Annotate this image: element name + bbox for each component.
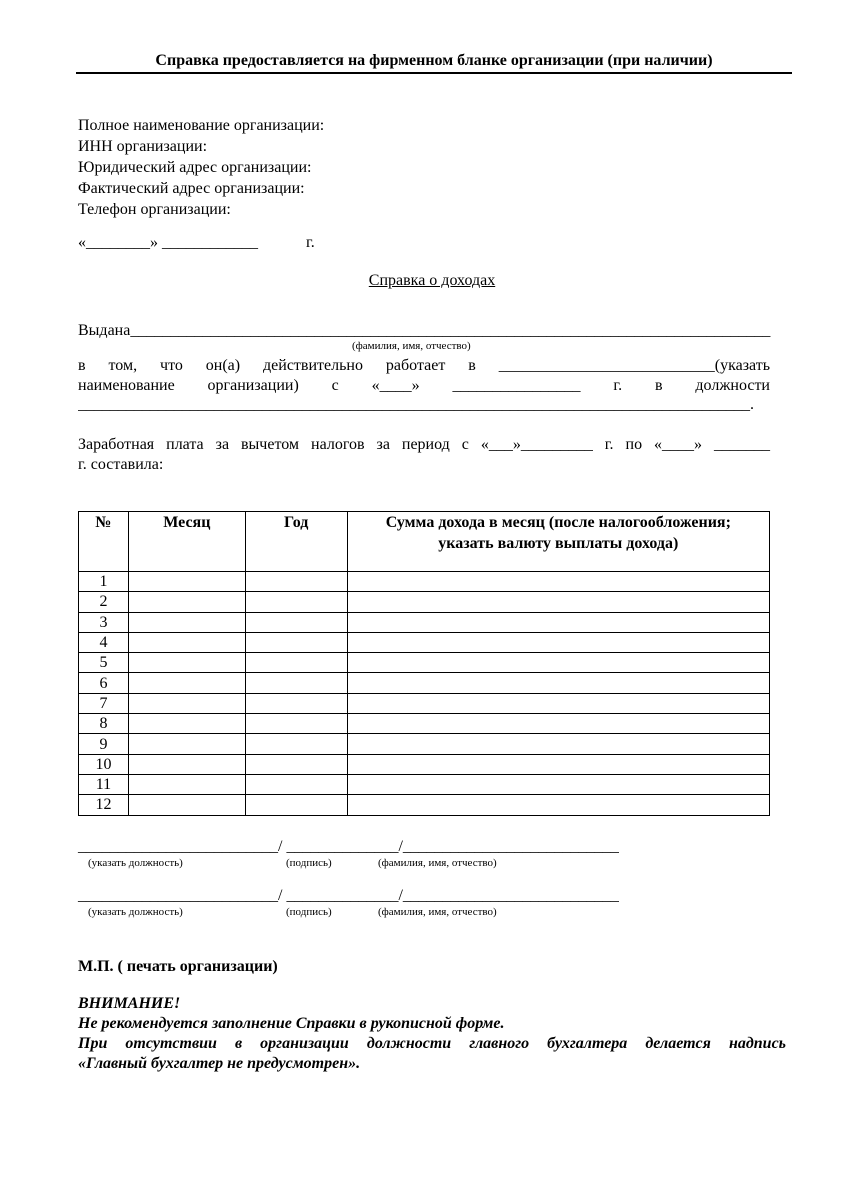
month-cell	[128, 795, 245, 815]
year-cell	[245, 572, 347, 592]
col-header-year: Год	[245, 512, 347, 572]
organization-details	[78, 115, 324, 220]
amount-cell	[347, 754, 769, 774]
income-table	[78, 511, 770, 816]
table-row	[79, 632, 770, 652]
amount-cell	[347, 632, 769, 652]
letterhead-note: Справка предоставляется на фирменном бланке организации (при наличии)	[155, 52, 713, 69]
salary-period-line-2: г. составила:	[78, 456, 164, 473]
signature-line-1: _________________________/ ______________/___________________________	[78, 838, 619, 855]
row-number: 12	[79, 795, 129, 815]
table-row	[79, 592, 770, 612]
table-row	[79, 754, 770, 774]
col-header-num: №	[79, 512, 129, 572]
org-actual-address-label: Фактический адрес организации:	[78, 180, 305, 197]
month-cell	[128, 693, 245, 713]
table-row	[79, 612, 770, 632]
year-cell	[245, 774, 347, 794]
row-number: 1	[79, 572, 129, 592]
year-cell	[245, 693, 347, 713]
employment-line-1: в том, что он(а) действительно работает в ___________________________(указать	[78, 357, 770, 374]
month-cell	[128, 774, 245, 794]
table-row	[79, 653, 770, 673]
amount-cell	[347, 673, 769, 693]
month-cell	[128, 714, 245, 734]
amount-cell	[347, 714, 769, 734]
attention-note	[78, 994, 786, 1074]
employment-line-2: наименование организации) с «____» ________________ г. в должности	[78, 377, 770, 394]
amount-cell	[347, 774, 769, 794]
row-number: 5	[79, 653, 129, 673]
month-cell	[128, 572, 245, 592]
signature-1-position-hint: (указать должность)	[88, 857, 183, 869]
row-number: 9	[79, 734, 129, 754]
header-divider	[76, 72, 792, 74]
table-row	[79, 774, 770, 794]
org-inn-label: ИНН организации:	[78, 138, 208, 155]
month-cell	[128, 632, 245, 652]
amount-cell	[347, 572, 769, 592]
month-cell	[128, 754, 245, 774]
signature-2-fio-hint: (фамилия, имя, отчество)	[378, 906, 497, 918]
signature-2-position-hint: (указать должность)	[88, 906, 183, 918]
table-row	[79, 673, 770, 693]
org-phone-label: Телефон организации:	[78, 201, 231, 218]
org-full-name-label: Полное наименование организации:	[78, 117, 325, 134]
month-cell	[128, 673, 245, 693]
issued-to-field: Выдана________________________________________________________________________________	[78, 322, 771, 339]
issue-date-field: «________» ____________ г.	[78, 234, 315, 251]
signature-1-sign-hint: (подпись)	[286, 857, 332, 869]
year-cell	[245, 653, 347, 673]
table-row	[79, 572, 770, 592]
row-number: 11	[79, 774, 129, 794]
row-number: 6	[79, 673, 129, 693]
year-cell	[245, 734, 347, 754]
month-cell	[128, 734, 245, 754]
year-cell	[245, 673, 347, 693]
amount-cell	[347, 734, 769, 754]
row-number: 4	[79, 632, 129, 652]
table-row	[79, 693, 770, 713]
row-number: 10	[79, 754, 129, 774]
salary-period-line-1: Заработная плата за вычетом налогов за период с «___»_________ г. по «____» _______	[78, 436, 770, 453]
signature-1-fio-hint: (фамилия, имя, отчество)	[378, 857, 497, 869]
month-cell	[128, 592, 245, 612]
employment-position-line: ____________________________________________________________________________________.	[78, 396, 754, 413]
year-cell	[245, 592, 347, 612]
col-header-month: Месяц	[128, 512, 245, 572]
row-number: 2	[79, 592, 129, 612]
col-header-amount: Сумма дохода в месяц (после налогообложения; указать валюту выплаты дохода)	[347, 512, 769, 572]
table-row	[79, 734, 770, 754]
amount-cell	[347, 592, 769, 612]
amount-cell	[347, 693, 769, 713]
amount-cell	[347, 653, 769, 673]
year-cell	[245, 795, 347, 815]
table-row	[79, 795, 770, 815]
year-cell	[245, 714, 347, 734]
year-cell	[245, 754, 347, 774]
month-cell	[128, 653, 245, 673]
year-cell	[245, 612, 347, 632]
income-table-header	[79, 512, 770, 572]
month-cell	[128, 612, 245, 632]
signature-line-2: _________________________/ ______________/___________________________	[78, 887, 619, 904]
signature-2-sign-hint: (подпись)	[286, 906, 332, 918]
row-number: 7	[79, 693, 129, 713]
attention-title: ВНИМАНИЕ!	[78, 995, 181, 1012]
attention-line-3: «Главный бухгалтер не предусмотрен».	[78, 1055, 361, 1072]
document-title: Справка о доходах	[368, 272, 496, 289]
issued-to-hint: (фамилия, имя, отчество)	[352, 340, 471, 352]
row-number: 8	[79, 714, 129, 734]
org-legal-address-label: Юридический адрес организации:	[78, 159, 312, 176]
table-row	[79, 714, 770, 734]
stamp-place: М.П. ( печать организации)	[78, 958, 278, 975]
amount-cell	[347, 795, 769, 815]
salary-period	[78, 435, 770, 475]
year-cell	[245, 632, 347, 652]
row-number: 3	[79, 612, 129, 632]
attention-line-2: При отсутствии в организации должности главного бухгалтера делается надпись	[78, 1035, 786, 1052]
attention-line-1: Не рекомендуется заполнение Справки в рукописной форме.	[78, 1015, 505, 1032]
amount-cell	[347, 612, 769, 632]
